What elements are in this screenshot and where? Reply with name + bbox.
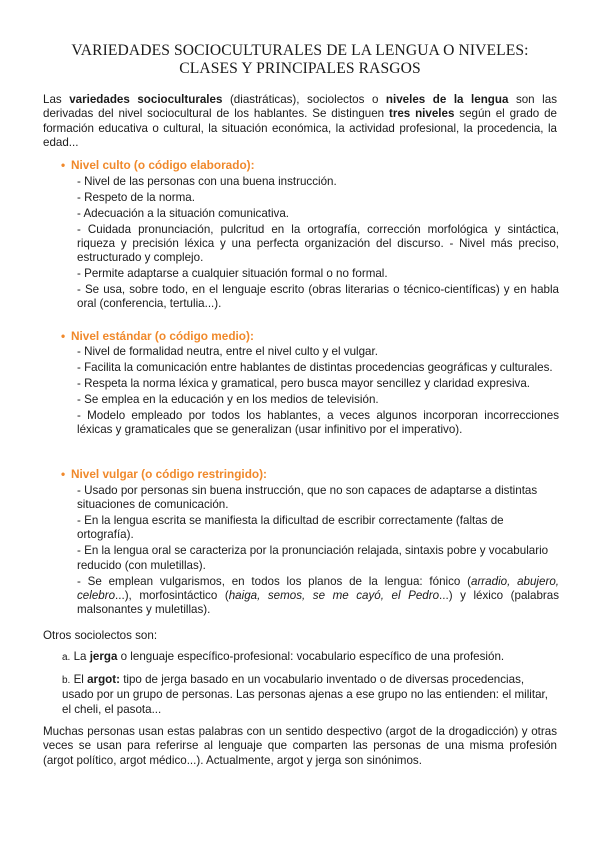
otros-sociolectos-text: Otros sociolectos son: [43,629,158,642]
vulgar-last-italic-2: haiga, semos, se me cayó, el Pedro [228,588,440,602]
sub-marker: b. [62,675,71,686]
intro-text-3: son las derivadas del nivel sociocultural de los hablantes. Se distinguen [43,93,557,121]
intro-bold-1: variedades socioculturales [69,93,223,106]
section-heading-vulgar [61,467,267,481]
vulgar-last-text-2: ...), morfosintáctico ( [115,588,229,602]
sub-text: La [70,650,90,663]
section-heading-text: Nivel vulgar (o código restringido): [71,467,267,481]
list-item: - Cuidada pronunciación, pulcritud en la ortografía, corrección morfológica y sintáctica, riqueza y precisión léxica y una perfecta organización del discurso. - Nivel más preciso, estructurado y complejo. [77,222,559,265]
list-item: - Facilita la comunicación entre hablantes de distintas procedencias geográficas y culturales. [77,360,553,374]
list-item: - Adecuación a la situación comunicativa. [77,206,290,220]
bullet-icon: • [61,158,66,172]
title-line-2: CLASES Y PRINCIPALES RASGOS [179,60,421,77]
sub-text: o lenguaje específico-profesional: vocabulario específico de una profesión. [117,650,505,663]
section-heading-culto [61,158,255,172]
list-item: - En la lengua escrita se manifiesta la dificultad de escribir correctamente (faltas de ortografía). [77,514,504,542]
bullet-icon: • [61,467,66,481]
sub-item-jerga [62,650,558,665]
page-title [40,42,560,78]
sub-marker: a. [62,652,71,663]
vulgar-last-text-1: - Se emplean vulgarismos, en todos los planos de la lengua: fónico ( [77,574,471,588]
list-item: - Se emplea en la educación y en los medios de televisión. [77,392,379,406]
list-item: - Permite adaptarse a cualquier situación formal o no formal. [77,267,388,281]
sub-text: tipo de jerga basado en un vocabulario inventado o de diversas procedencias, usado por un grupo de personas. Las personas ajenas a ese grupo no las entienden: el militar, el cheli, el pasota... [62,673,548,716]
vulgar-last-text-3: ...) y léxico (palabras malsonantes y muletillas). [77,588,559,617]
sub-bold: jerga [89,650,118,663]
intro-text-2: (diastráticas), sociolectos o [222,93,386,106]
list-item: - Nivel de formalidad neutra, entre el nivel culto y el vulgar. [77,345,378,358]
sub-text: El [70,673,88,686]
sub-bold: argot: [87,673,120,686]
vulgar-last-italic-1: arradio, abujero, celebro [77,574,559,602]
list-item: - Respeta la norma léxica y gramatical, pero busca mayor sencillez y claridad expresiva. [77,376,530,390]
closing-paragraph: Muchas personas usan estas palabras con un sentido despectivo (argot de la drogadicción) y otras veces se usan para referirse al lenguaje que comparten las personas de una misma profesión (argot político, argot médico...). Actualmente, argot y jerga son sinónimos. [43,725,557,767]
sub-item-argot [62,673,558,717]
intro-bold-3: tres niveles [388,107,455,121]
section-heading-text: Nivel culto (o código elaborado): [71,158,255,172]
intro-text-1: Las [43,93,70,106]
section-heading-estandar [61,329,254,343]
section-list-vulgar [77,484,559,619]
intro-paragraph [43,93,557,150]
list-item: - Respeto de la norma. [77,190,195,204]
list-item: - Se usa, sobre todo, en el lenguaje escrito (obras literarias o técnico-científicas) y en habla oral (conferencia, tertulia...). [77,283,559,311]
section-list-estandar [77,345,559,439]
list-item: - Modelo empleado por todos los hablantes, a veces algunos incorporan incorrecciones léxicas y gramaticales que se generalizan (usar infinitivo por el imperativo). [77,408,559,436]
intro-text-4: según el grado de formación educativa o cultural, la situación económica, la actividad profesional, la procedencia, la edad... [43,107,557,149]
intro-bold-2: niveles de la lengua [385,93,509,106]
bullet-icon: • [61,329,66,343]
list-item: - Usado por personas sin buena instrucción, que no son capaces de adaptarse a distintas situaciones de comunicación. [77,484,538,512]
section-list-culto [77,175,559,313]
list-item: - En la lengua oral se caracteriza por la pronunciación relajada, sintaxis pobre y vocabulario reducido (con muletillas). [77,544,549,572]
list-item: - Nivel de las personas con una buena instrucción. [77,175,337,188]
title-line-1: VARIEDADES SOCIOCULTURALES DE LA LENGUA O NIVELES: [71,42,529,59]
list-item [77,575,559,618]
section-heading-text: Nivel estándar (o código medio): [71,329,254,343]
